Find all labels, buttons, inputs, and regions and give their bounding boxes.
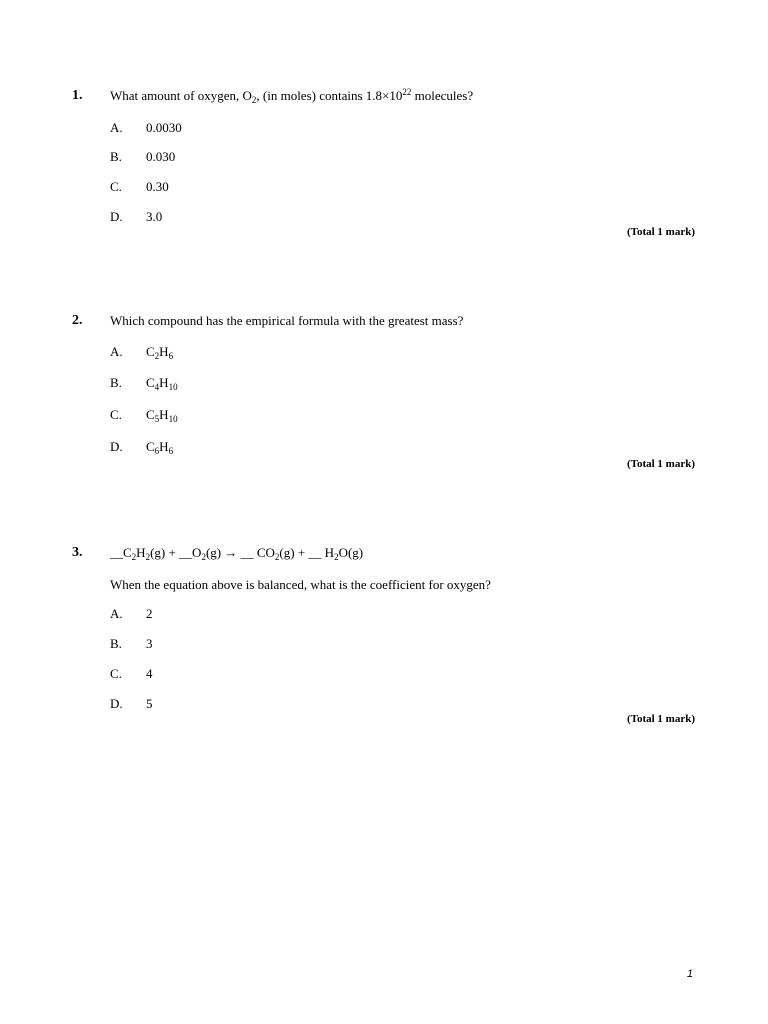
subscript: 5 bbox=[154, 414, 160, 424]
option-letter[interactable]: A. bbox=[110, 120, 123, 135]
equation-text: (g) + __O bbox=[150, 545, 202, 560]
element-symbol: H bbox=[159, 407, 169, 422]
question-stem: When the equation above is balanced, what is the coefficient for oxygen? bbox=[110, 577, 491, 592]
option-letter[interactable]: D. bbox=[110, 209, 123, 224]
stem-text: What amount of oxygen, O bbox=[110, 88, 252, 103]
option-letter[interactable]: D. bbox=[110, 439, 123, 454]
option-text[interactable]: 2 bbox=[146, 606, 153, 621]
subscript: 4 bbox=[154, 382, 160, 392]
option-letter[interactable]: A. bbox=[110, 344, 123, 359]
subscript: 2 bbox=[201, 552, 206, 562]
subscript: 2 bbox=[334, 552, 339, 562]
question-number: 3. bbox=[72, 545, 83, 560]
option-text[interactable]: 0.30 bbox=[146, 179, 169, 194]
option-text[interactable]: 0.0030 bbox=[146, 120, 182, 135]
subscript: 6 bbox=[168, 351, 174, 361]
question-number: 2. bbox=[72, 313, 83, 328]
option-letter[interactable]: C. bbox=[110, 179, 122, 194]
equation-text: O(g) bbox=[338, 545, 364, 560]
element-symbol: C bbox=[146, 439, 155, 454]
total-mark: (Total 1 mark) bbox=[626, 226, 695, 238]
stem-text: , (in moles) contains 1.8×10 bbox=[256, 88, 403, 103]
equation-text: (g) + __ H bbox=[279, 545, 335, 560]
option-letter[interactable]: A. bbox=[110, 606, 123, 621]
stem-text: molecules? bbox=[411, 88, 474, 103]
subscript: 2 bbox=[274, 552, 280, 562]
equation-text: (g) → __ CO bbox=[205, 545, 275, 560]
superscript: 22 bbox=[402, 87, 412, 97]
question-stem: Which compound has the empirical formula with the greatest mass? bbox=[110, 313, 464, 328]
option-formula[interactable] bbox=[146, 344, 173, 360]
element-symbol: H bbox=[159, 344, 169, 359]
option-letter[interactable]: C. bbox=[110, 666, 122, 681]
subscript: 6 bbox=[154, 446, 160, 456]
option-text[interactable]: 3.0 bbox=[146, 209, 163, 224]
option-text[interactable]: 5 bbox=[146, 696, 153, 711]
subscript: 2 bbox=[145, 552, 151, 562]
option-text[interactable]: 3 bbox=[146, 636, 153, 651]
option-text[interactable]: 0.030 bbox=[146, 149, 176, 164]
equation-text: __C bbox=[110, 545, 132, 560]
element-symbol: C bbox=[146, 407, 155, 422]
total-mark: (Total 1 mark) bbox=[626, 713, 695, 725]
subscript: 10 bbox=[168, 414, 178, 424]
page-number: 1 bbox=[686, 968, 693, 980]
option-letter[interactable]: D. bbox=[110, 696, 123, 711]
subscript: 2 bbox=[154, 351, 160, 361]
element-symbol: H bbox=[159, 375, 169, 390]
element-symbol: H bbox=[159, 439, 169, 454]
equation-text: H bbox=[136, 545, 146, 560]
element-symbol: C bbox=[146, 375, 155, 390]
question-number: 1. bbox=[72, 88, 83, 103]
option-formula[interactable] bbox=[146, 407, 178, 423]
subscript: 2 bbox=[131, 552, 137, 562]
subscript: 10 bbox=[168, 382, 178, 392]
option-letter[interactable]: B. bbox=[110, 375, 122, 390]
subscript: 2 bbox=[251, 95, 257, 105]
option-formula[interactable] bbox=[146, 375, 178, 391]
option-letter[interactable]: C. bbox=[110, 407, 122, 422]
option-letter[interactable]: B. bbox=[110, 636, 122, 651]
question-stem bbox=[110, 88, 473, 104]
option-letter[interactable]: B. bbox=[110, 149, 122, 164]
option-formula[interactable] bbox=[146, 439, 173, 455]
option-text[interactable]: 4 bbox=[146, 666, 153, 681]
subscript: 6 bbox=[168, 446, 174, 456]
chemical-equation bbox=[110, 545, 363, 561]
element-symbol: C bbox=[146, 344, 155, 359]
total-mark: (Total 1 mark) bbox=[626, 458, 695, 470]
